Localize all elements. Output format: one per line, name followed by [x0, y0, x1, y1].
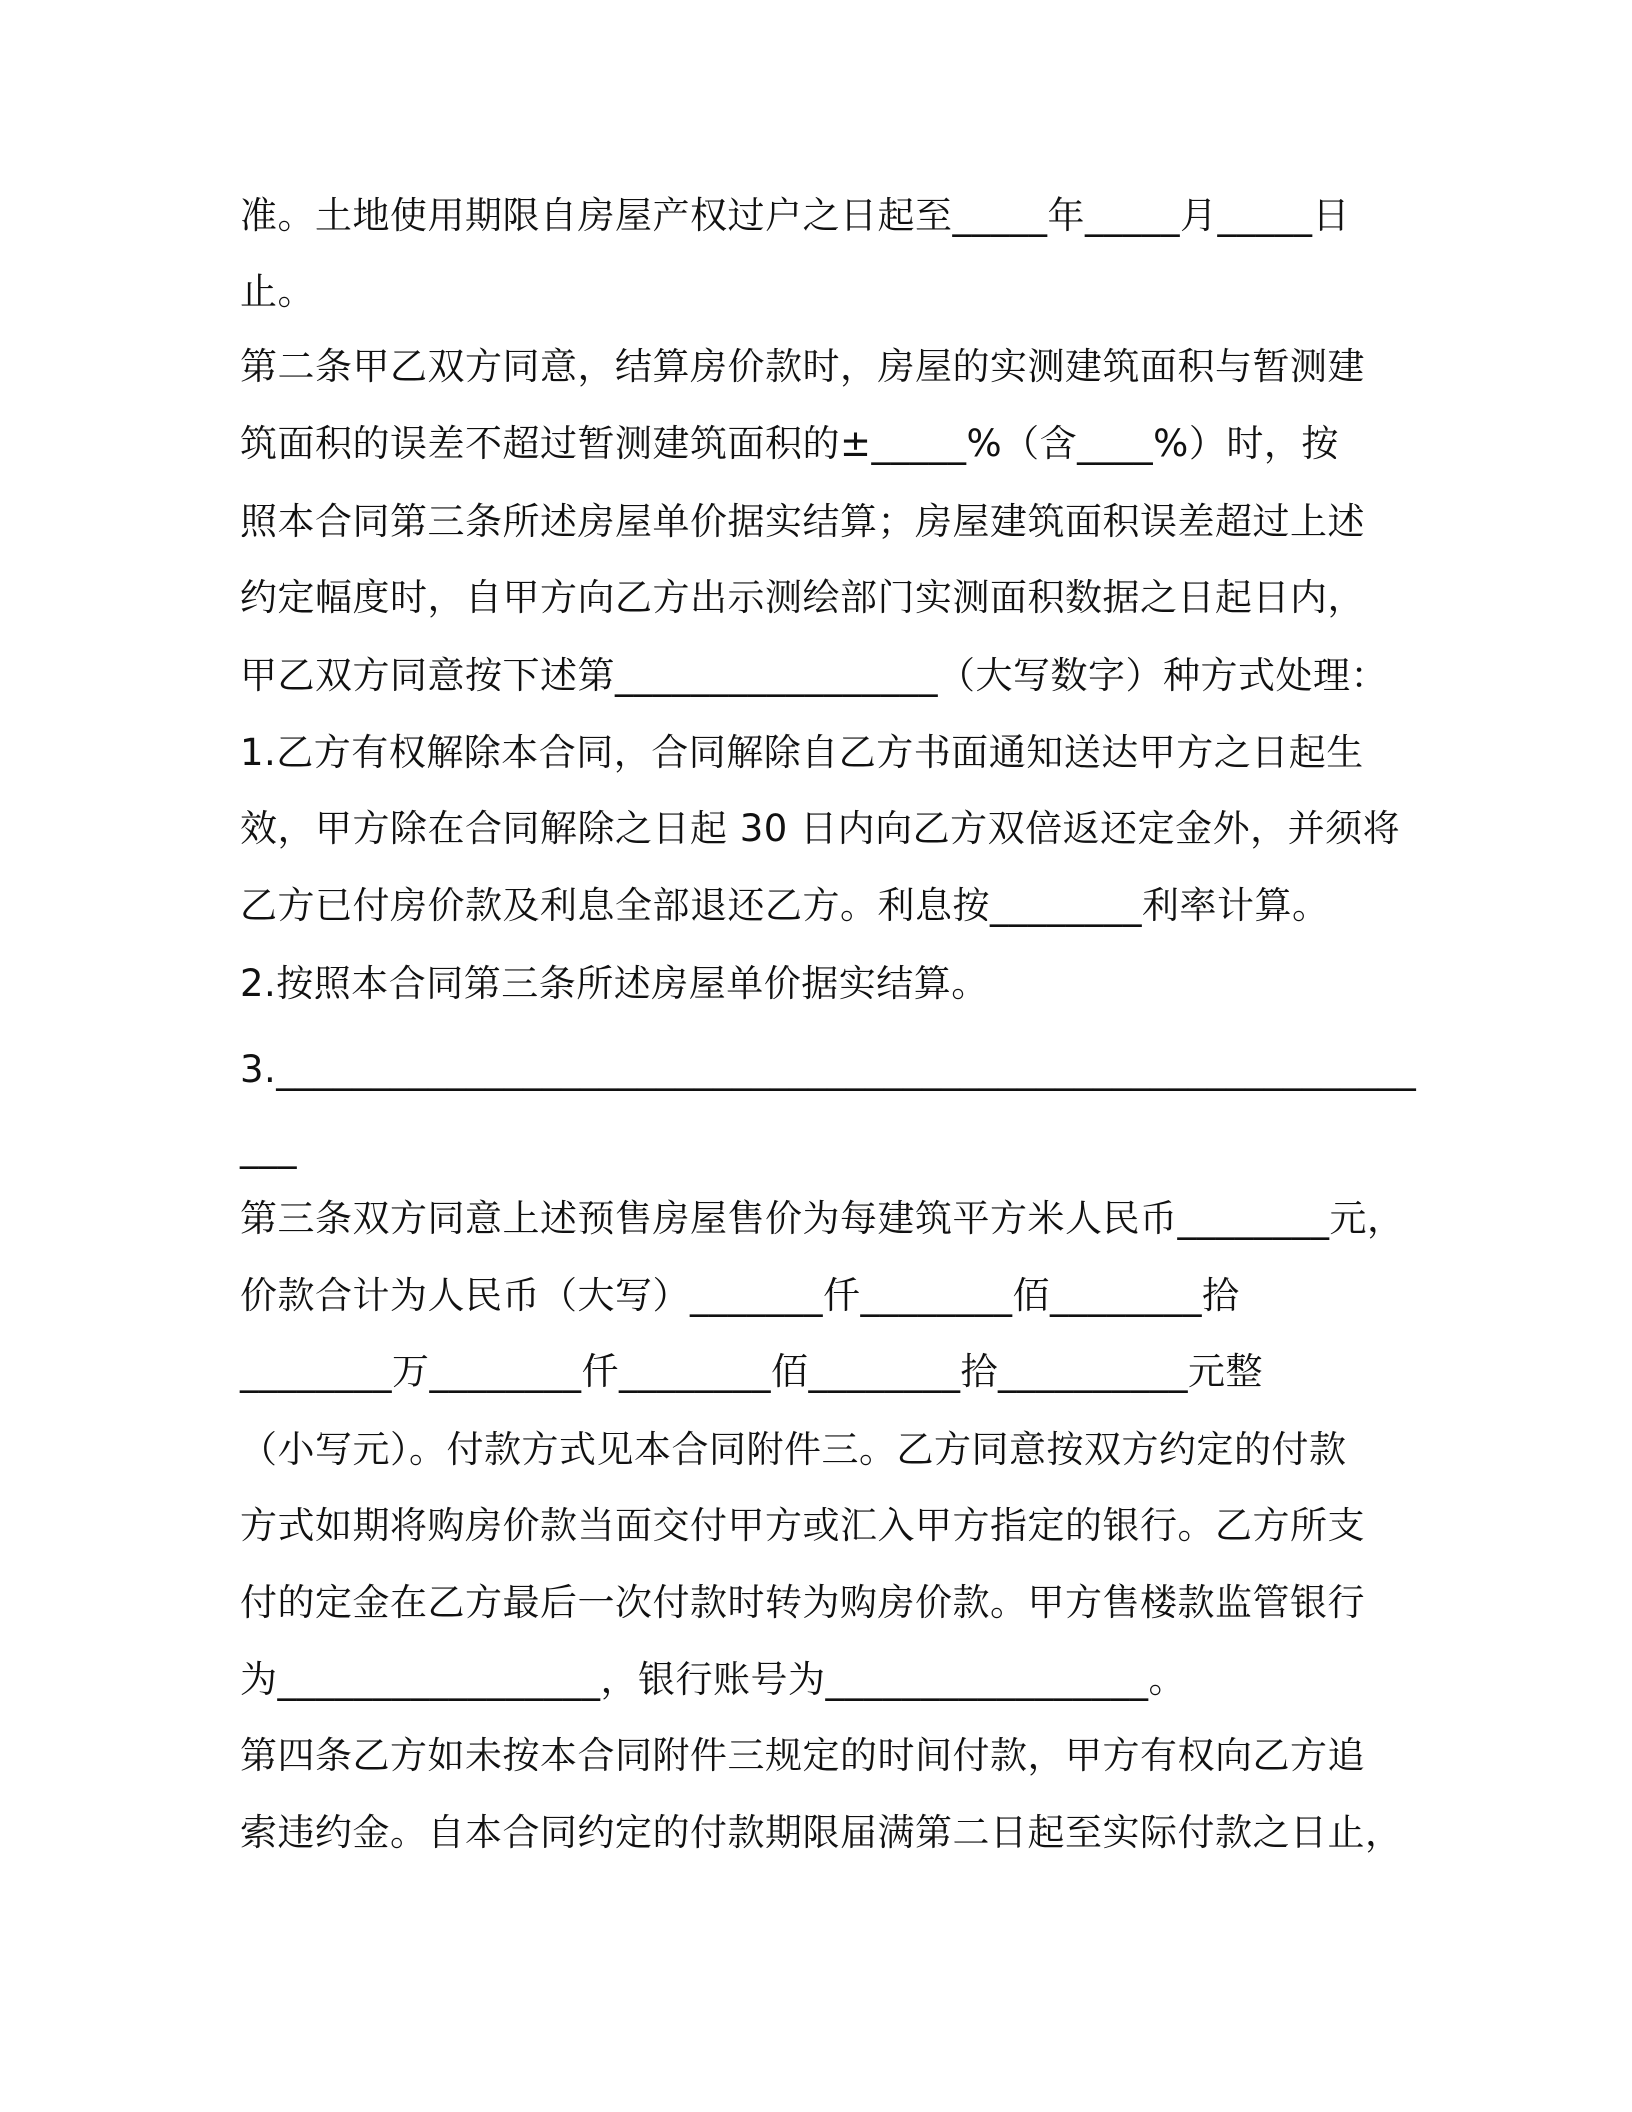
text-line-19: 付的定金在乙方最后一次付款时转为购房价款。甲方售楼款监管银行	[240, 1581, 1365, 1624]
option-3-line: 3.____________________________________________________________	[240, 1048, 1417, 1091]
text-line-9: 效，甲方除在合同解除之日起 30 日内向乙方双倍返还定金外，并须将	[240, 807, 1401, 850]
article-4-heading-line: 第四条乙方如未按本合同附件三规定的时间付款，甲方有权向乙方追	[240, 1734, 1365, 1777]
text-line-20: 为_________________，银行账号为_________________。	[240, 1658, 1186, 1701]
option-2-line: 2.按照本合同第三条所述房屋单价据实结算。	[240, 962, 989, 1005]
text-line-17: （小写元）。付款方式见本合同附件三。乙方同意按双方约定的付款	[240, 1428, 1347, 1471]
text-line-18: 方式如期将购房价款当面交付甲方或汇入甲方指定的银行。乙方所支	[240, 1504, 1365, 1547]
text-line-13: ___	[240, 1126, 297, 1169]
article-3-heading-line: 第三条双方同意上述预售房屋售价为每建筑平方米人民币________元，	[240, 1197, 1405, 1240]
text-line-7: 甲乙双方同意按下述第_________________（大写数字）种方式处理：	[240, 654, 1388, 697]
text-line-4: 筑面积的误差不超过暂测建筑面积的±_____%（含____%）时，按	[240, 422, 1339, 465]
option-1-line: 1.乙方有权解除本合同，合同解除自乙方书面通知送达甲方之日起生	[240, 731, 1364, 774]
text-line-1: 准。土地使用期限自房屋产权过户之日起至_____年_____月_____日	[240, 194, 1350, 237]
text-line-6: 约定幅度时，自甲方向乙方出示测绘部门实测面积数据之日起日内，	[240, 576, 1365, 619]
text-line-10: 乙方已付房价款及利息全部退还乙方。利息按________利率计算。	[240, 884, 1330, 927]
text-line-16: ________万________仟________佰________拾__________元整	[240, 1350, 1263, 1393]
text-line-2: 止。	[240, 270, 315, 313]
text-line-5: 照本合同第三条所述房屋单价据实结算；房屋建筑面积误差超过上述	[240, 500, 1365, 543]
text-line-22: 索违约金。自本合同约定的付款期限届满第二日起至实际付款之日止，	[240, 1811, 1403, 1854]
article-2-heading-line: 第二条甲乙双方同意，结算房价款时，房屋的实测建筑面积与暂测建	[240, 345, 1365, 388]
text-line-15: 价款合计为人民币（大写）_______仟________佰________拾	[240, 1274, 1240, 1317]
